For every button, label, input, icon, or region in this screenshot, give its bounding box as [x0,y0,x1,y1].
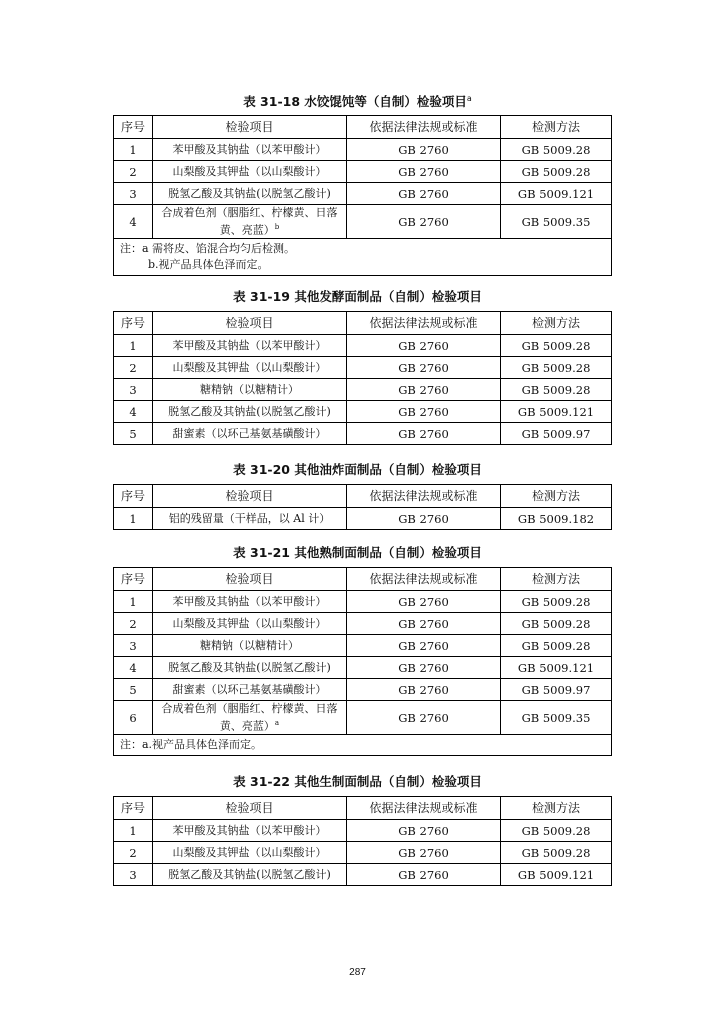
table-caption: 表 31-18 水饺馄饨等（自制）检验项目$^a$ [243,93,472,109]
inspection-table-31-21 [113,567,612,756]
cell-no: 1 [114,335,153,357]
cell-no: 2 [114,161,153,183]
cell-method: GB 5009.121 [501,864,612,886]
cell-method: GB 5009.97 [501,679,612,701]
header-item: 检验项目 [153,312,347,335]
cell-standard: GB 2760 [347,423,501,445]
cell-item: 糖精钠（以糖精计） [153,379,347,401]
table-row [114,701,612,735]
table-note-row [114,239,612,276]
table-row [114,591,612,613]
header-item: 检验项目 [153,797,347,820]
cell-standard: GB 2760 [347,701,501,735]
header-method: 检测方法 [501,312,612,335]
table-row [114,379,612,401]
cell-method: GB 5009.97 [501,423,612,445]
table-header-row [114,312,612,335]
cell-no: 1 [114,508,153,530]
cell-item: 山梨酸及其钾盐（以山梨酸计） [153,357,347,379]
table-row [114,613,612,635]
cell-no: 6 [114,701,153,735]
table-note [114,239,612,276]
header-method: 检测方法 [501,797,612,820]
cell-no: 1 [114,820,153,842]
cell-item: 山梨酸及其钾盐（以山梨酸计） [153,161,347,183]
cell-method: GB 5009.28 [501,335,612,357]
table-header-row [114,797,612,820]
cell-standard: GB 2760 [347,820,501,842]
inspection-table-31-20 [113,484,612,530]
cell-standard: GB 2760 [347,657,501,679]
table-row [114,864,612,886]
table-row [114,183,612,205]
header-no: 序号 [114,797,153,820]
cell-method: GB 5009.35 [501,205,612,239]
cell-item: 苯甲酸及其钠盐（以苯甲酸计） [153,820,347,842]
cell-item: 脱氢乙酸及其钠盐(以脱氢乙酸计) [153,864,347,886]
cell-method: GB 5009.28 [501,842,612,864]
cell-method: GB 5009.121 [501,657,612,679]
cell-standard: GB 2760 [347,613,501,635]
table-row [114,357,612,379]
cell-no: 4 [114,401,153,423]
header-no: 序号 [114,568,153,591]
cell-no: 3 [114,864,153,886]
cell-no: 2 [114,613,153,635]
cell-method: GB 5009.28 [501,591,612,613]
header-no: 序号 [114,485,153,508]
table-row [114,139,612,161]
table-row [114,508,612,530]
footnote-marker: a [274,718,280,727]
header-method: 检测方法 [501,485,612,508]
cell-standard: GB 2760 [347,679,501,701]
cell-item: 合成着色剂（胭脂红、柠檬黄、日落黄、亮蓝）$^b$ [153,205,347,239]
header-method: 检测方法 [501,568,612,591]
header-method: 检测方法 [501,116,612,139]
cell-standard: GB 2760 [347,508,501,530]
cell-standard: GB 2760 [347,864,501,886]
cell-item: 合成着色剂（胭脂红、柠檬黄、日落黄、亮蓝）$^a$ [153,701,347,735]
table-caption: 表 31-22 其他生制面制品（自制）检验项目 [233,774,482,789]
table-row [114,423,612,445]
cell-standard: GB 2760 [347,139,501,161]
table-header-row [114,116,612,139]
cell-no: 1 [114,591,153,613]
table-row [114,401,612,423]
header-standard: 依据法律法规或标准 [347,485,501,508]
cell-method: GB 5009.28 [501,379,612,401]
table-caption: 表 31-20 其他油炸面制品（自制）检验项目 [233,462,482,477]
table-row [114,161,612,183]
table-row [114,205,612,239]
header-item: 检验项目 [153,485,347,508]
cell-item: 脱氢乙酸及其钠盐(以脱氢乙酸计) [153,401,347,423]
footnote-marker: b [274,222,280,231]
cell-method: GB 5009.121 [501,183,612,205]
table-caption: 表 31-19 其他发酵面制品（自制）检验项目 [233,289,482,304]
cell-item: 苯甲酸及其钠盐（以苯甲酸计） [153,335,347,357]
cell-method: GB 5009.28 [501,635,612,657]
cell-standard: GB 2760 [347,842,501,864]
header-item: 检验项目 [153,568,347,591]
cell-standard: GB 2760 [347,379,501,401]
cell-no: 5 [114,679,153,701]
cell-no: 3 [114,183,153,205]
table-note [114,735,612,756]
cell-method: GB 5009.182 [501,508,612,530]
table-row [114,635,612,657]
cell-no: 4 [114,657,153,679]
cell-item: 甜蜜素（以环己基氨基磺酸计） [153,423,347,445]
cell-method: GB 5009.28 [501,820,612,842]
cell-no: 2 [114,357,153,379]
cell-no: 4 [114,205,153,239]
table-row [114,657,612,679]
header-no: 序号 [114,312,153,335]
cell-no: 1 [114,139,153,161]
table-row [114,842,612,864]
cell-standard: GB 2760 [347,635,501,657]
header-standard: 依据法律法规或标准 [347,312,501,335]
header-standard: 依据法律法规或标准 [347,116,501,139]
cell-no: 5 [114,423,153,445]
cell-method: GB 5009.28 [501,357,612,379]
cell-item: 脱氢乙酸及其钠盐(以脱氢乙酸计) [153,183,347,205]
cell-method: GB 5009.35 [501,701,612,735]
table-row [114,679,612,701]
cell-standard: GB 2760 [347,335,501,357]
header-standard: 依据法律法规或标准 [347,568,501,591]
cell-item: 苯甲酸及其钠盐（以苯甲酸计） [153,591,347,613]
inspection-table-31-19 [113,311,612,445]
cell-item: 甜蜜素（以环己基氨基磺酸计） [153,679,347,701]
table-header-row [114,568,612,591]
cell-method: GB 5009.28 [501,161,612,183]
cell-item: 苯甲酸及其钠盐（以苯甲酸计） [153,139,347,161]
table-caption: 表 31-21 其他熟制面制品（自制）检验项目 [233,545,482,560]
cell-standard: GB 2760 [347,205,501,239]
table-header-row [114,485,612,508]
cell-item: 铝的残留量（干样品，以 Al 计） [153,508,347,530]
cell-method: GB 5009.121 [501,401,612,423]
header-standard: 依据法律法规或标准 [347,797,501,820]
inspection-table-31-18 [113,115,612,276]
cell-standard: GB 2760 [347,161,501,183]
note-line: b.视产品具体色泽而定。 [148,258,269,271]
header-item: 检验项目 [153,116,347,139]
note-line: 注：a 需将皮、馅混合均匀后检测。 [120,242,296,255]
cell-no: 3 [114,379,153,401]
cell-standard: GB 2760 [347,357,501,379]
cell-standard: GB 2760 [347,401,501,423]
cell-no: 2 [114,842,153,864]
page-number: 287 [349,967,366,978]
inspection-table-31-22 [113,796,612,886]
header-no: 序号 [114,116,153,139]
cell-standard: GB 2760 [347,591,501,613]
cell-item: 山梨酸及其钾盐（以山梨酸计） [153,613,347,635]
cell-item: 山梨酸及其钾盐（以山梨酸计） [153,842,347,864]
cell-method: GB 5009.28 [501,139,612,161]
cell-standard: GB 2760 [347,183,501,205]
cell-method: GB 5009.28 [501,613,612,635]
cell-no: 3 [114,635,153,657]
table-row [114,820,612,842]
table-row [114,335,612,357]
cell-item: 糖精钠（以糖精计） [153,635,347,657]
table-note-row [114,735,612,756]
note-line: 注：a.视产品具体色泽而定。 [120,738,263,751]
cell-item: 脱氢乙酸及其钠盐(以脱氢乙酸计) [153,657,347,679]
